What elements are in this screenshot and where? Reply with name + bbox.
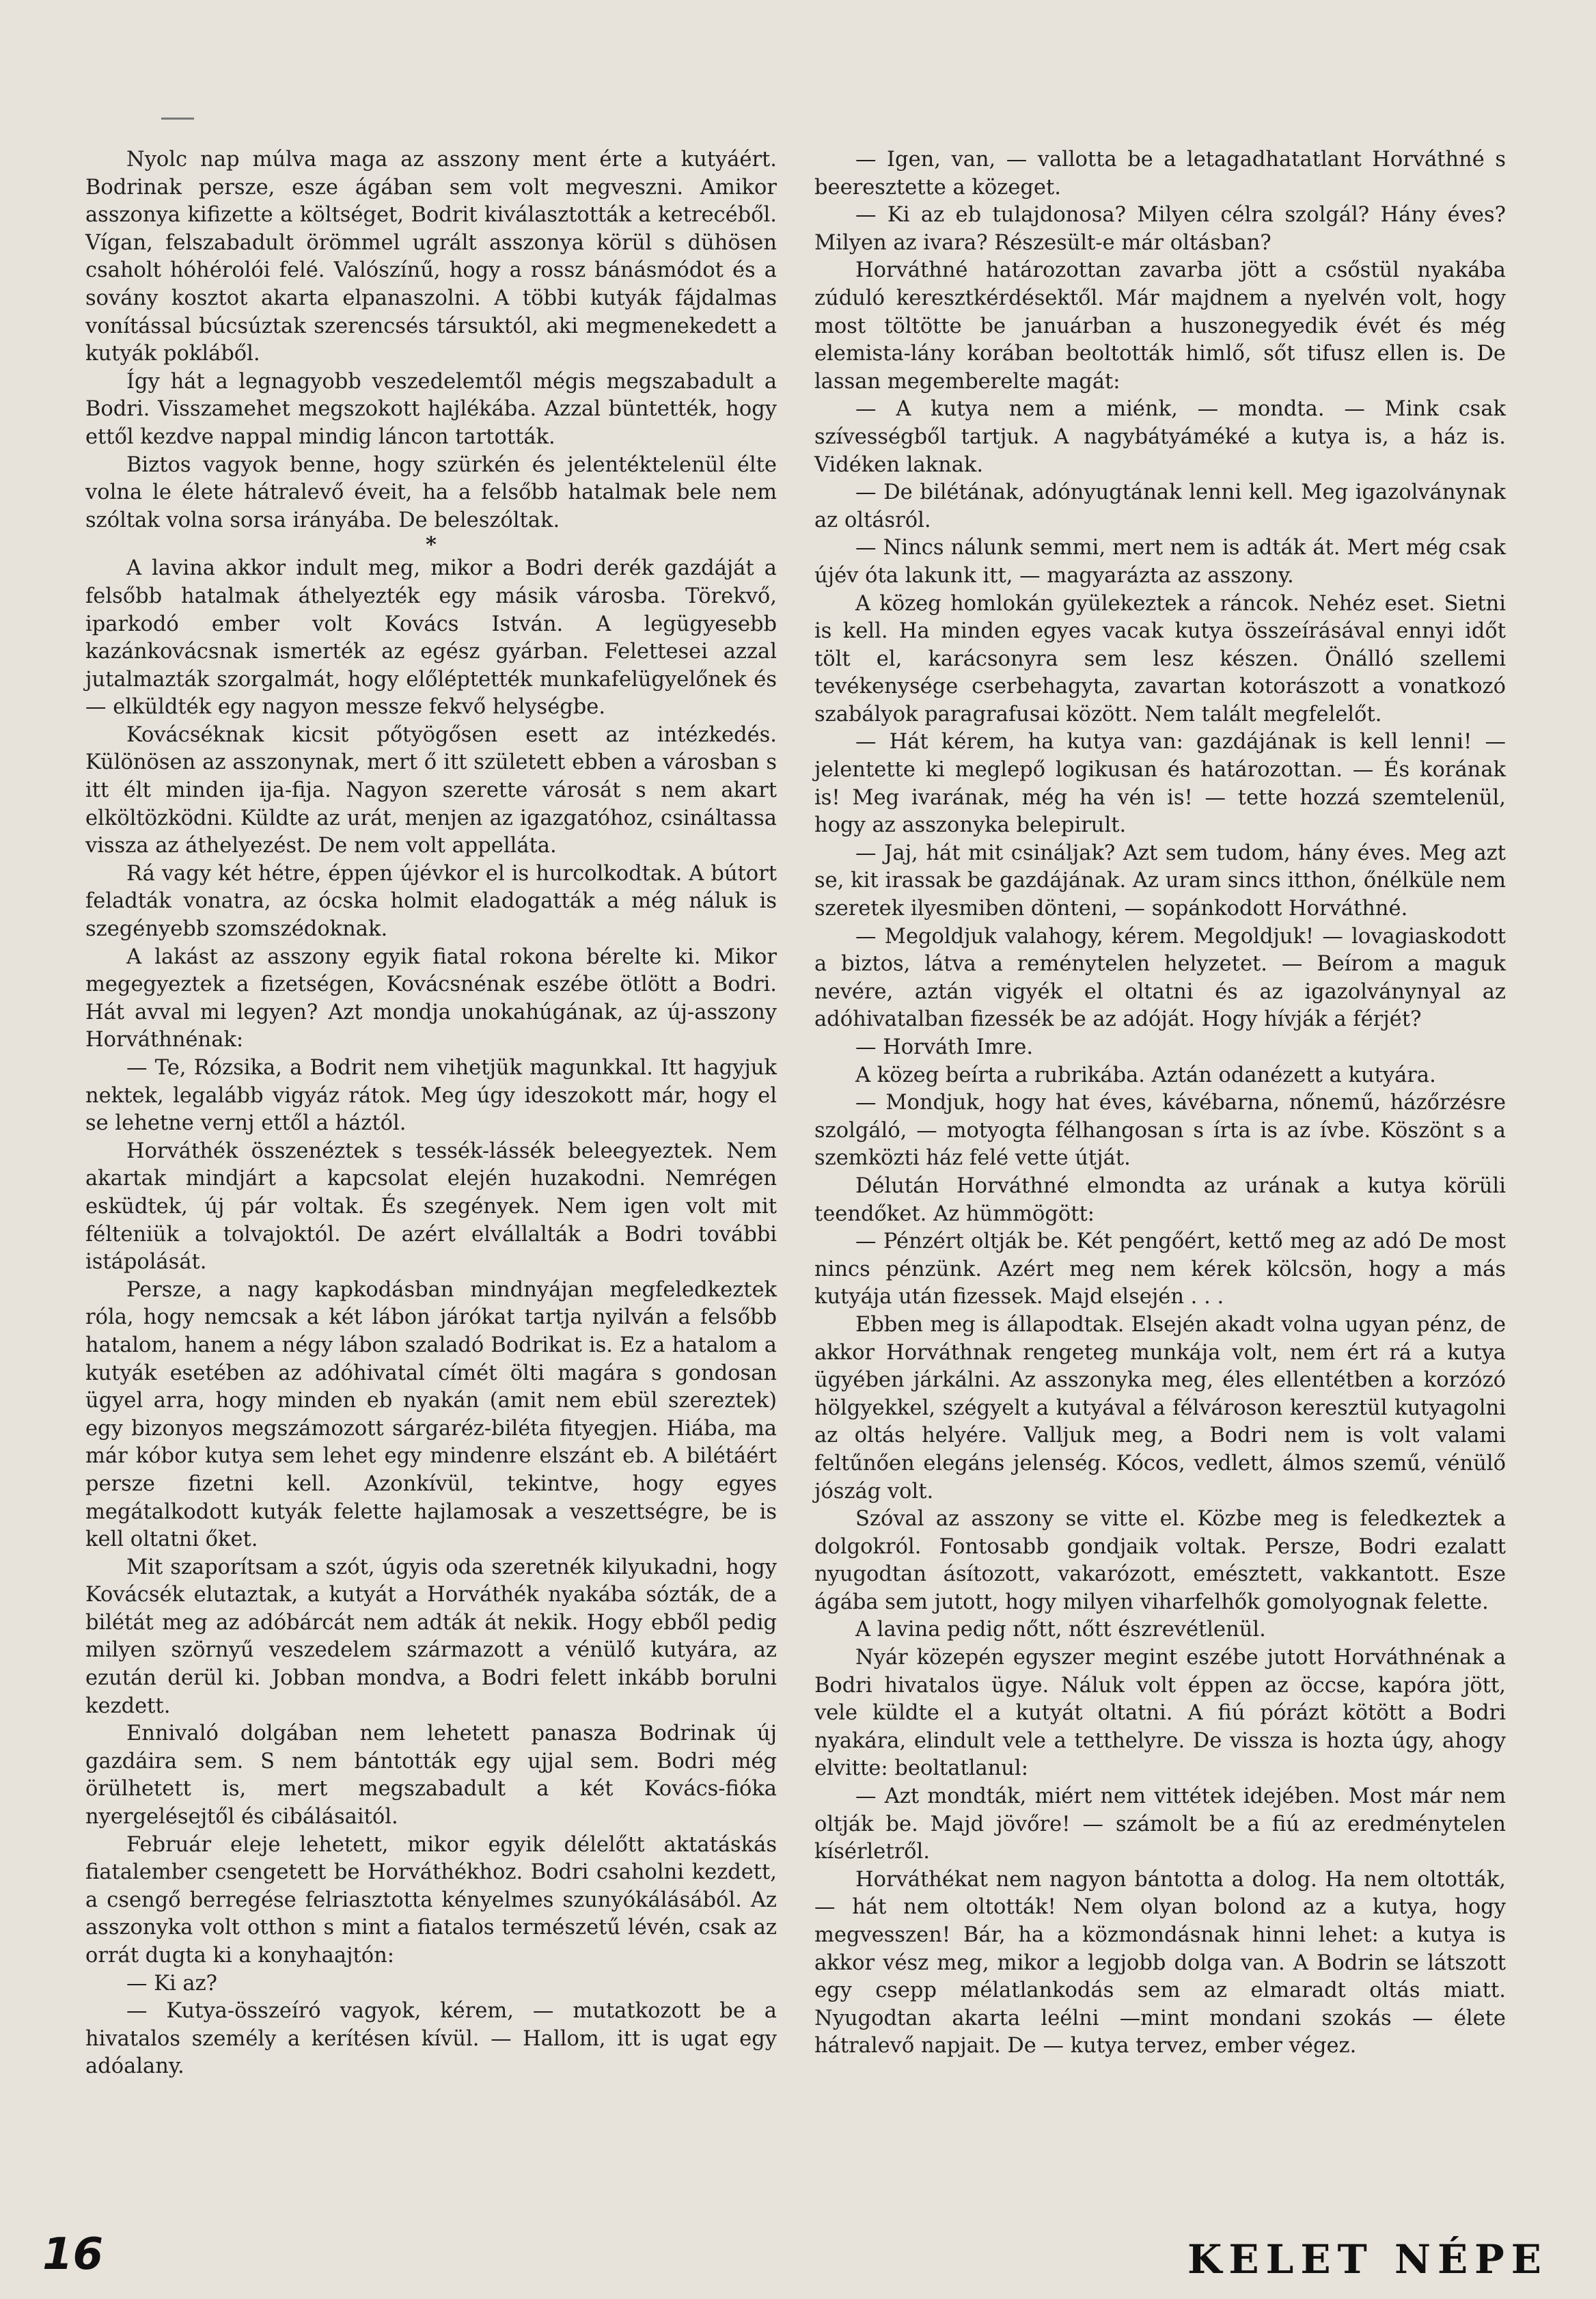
left-column-paragraph: Rá vagy két hétre, éppen újévkor el is hurcolkodtak. A bútort feladták vonatra, az ócska holmit eladogatták a még náluk is szegényebb szomszédoknak. xyxy=(85,861,777,942)
right-column-paragraph: Ebben meg is állapodtak. Elsején akadt volna ugyan pénz, de akkor Horváthnak rengeteg munkája volt, nem ért rá a kutya ügyében járkálni. Az asszonyka meg, éles ellentétben a korzózó hölgyekkel, szégyelt a kutyával a félvároson keresztül kutyagolni az oltás helyére. Valljuk meg, a Bodri nem is volt valami feltűnően elegáns jelenség. Kócos, vedlett, álmos szemű, vénülő jószág volt. xyxy=(814,1312,1506,1504)
right-column-paragraph: — Pénzért oltják be. Két pengőért, kettő meg az adó De most nincs pénzünk. Azért meg nem kérek kölcsön, hogy a más kutyája után fizessek. Majd elsején . . . xyxy=(814,1229,1506,1309)
right-column-paragraph: — Megoldjuk valahogy, kérem. Megoldjuk! — lovagiaskodott a biztos, látva a reménytelen helyzetet. — Beírom a maguk nevére, aztán vigyék el oltatni és az igazolványnyal az adóhivatalban fizessék be az adóját. Hogy hívják a férjét? xyxy=(814,924,1506,1032)
magazine-title: KELET NÉPE xyxy=(1187,2236,1548,2283)
right-column-paragraph: A közeg homlokán gyülekeztek a ráncok. Nehéz eset. Sietni is kell. Ha minden egyes vacak kutya összeírásával ennyi időt tölt el, karácsonyra sem lesz készen. Önálló szellemi tevékenysége cserbehagyta, zavartan kotorászott a vonatkozó szabályok paragrafusai között. Nem talált megfelelőt. xyxy=(814,591,1506,726)
right-column-paragraph: Horváthné határozottan zavarba jött a csőstül nyakába zúduló keresztkérdésektől. Már majdnem a nyelvén volt, hogy most töltötte be januárban a huszonegyedik évét és még elemista-lány korában beoltották himlő, sőt tifusz ellen is. De lassan megemberelte magát: xyxy=(814,258,1506,394)
right-column-paragraph: A lavina pedig nőtt, nőtt észrevétlenül. xyxy=(855,1618,1266,1642)
right-column-paragraph: — Mondjuk, hogy hat éves, kávébarna, nőnemű, házőrzésre szolgáló, — motyogta félhangosan s írta is az ívbe. Köszönt s a szemközti ház felé vette útját. xyxy=(814,1091,1506,1171)
right-column-paragraph: — Jaj, hát mit csináljak? Azt sem tudom, hány éves. Meg azt se, kit irassak be gazdájának. Az uram sincs itthon, őnélküle nem szeretek ilyesmiben dönteni, — sopánkodott Horváthné. xyxy=(814,841,1506,921)
left-column-paragraph: Ennivaló dolgában nem lehetett panasza Bodrinak új gazdáira sem. S nem bántották egy ujjal sem. Bodri még örülhetett is, mert megszabadult a két Kovács-fióka nyergelésejtől és cibálásaitól. xyxy=(85,1722,777,1829)
right-column-paragraph: — Hát kérem, ha kutya van: gazdájának is kell lenni! — jelentette ki meglepő logikusan és határozottan. — És korának is! Meg ivarának, még ha vén is! — tette hozzá szemtelenül, hogy az asszonyka belepirult. xyxy=(814,730,1506,838)
right-column-paragraph: — De bilétának, adónyugtának lenni kell. Meg igazolványnak az oltásról. xyxy=(814,480,1506,532)
right-column-paragraph: Horváthékat nem nagyon bántotta a dolog. Ha nem oltották, — hát nem oltották! Nem olyan bolond az a kutya, hogy megvesszen! Bár, ha a közmondásnak hinni lehet: a kutya is akkor vész meg, mikor a legjobb dolga van. A Bodrin se látszott egy csepp mélatlankodás sem az elmaradt oltás miatt. Nyugodtan akarta leélni —mint mondani szokás — élete hátralevő napjait. De — kutya tervez, ember végez. xyxy=(814,1867,1506,2058)
left-column-paragraph: * xyxy=(426,532,437,558)
left-column-paragraph: Kovácséknak kicsit pőtyögősen esett az intézkedés. Különösen az asszonynak, mert ő itt született ebben a városban s itt élt minden ija-fija. Nagyon szerette városát s nem akart elköltözködni. Küldte az urát, menjen az igazgatóhoz, csináltassa vissza az áthelyezést. De nem volt appelláta. xyxy=(85,722,777,858)
right-column-paragraph: — Horváth Imre. xyxy=(855,1035,1034,1059)
right-text-column xyxy=(814,146,1506,2060)
right-column-paragraph: — Igen, van, — vallotta be a letagadhatatlant Horváthné s beeresztette a közeget. xyxy=(814,148,1506,200)
right-column-paragraph: — Azt mondták, miért nem vittétek idejében. Most már nem oltják be. Majd jövőre! — számolt be a fiú az eredménytelen kísérletről. xyxy=(814,1784,1506,1864)
right-column-paragraph: A közeg beírta a rubrikába. Aztán odanézett a kutyára. xyxy=(855,1063,1436,1087)
page-number: 16 xyxy=(42,2229,104,2280)
left-column-paragraph: A lavina akkor indult meg, mikor a Bodri derék gazdáját a felsőbb hatalmak áthelyezték egy másik városba. Törekvő, iparkodó ember volt Kovács István. A legügyesebb kazánkovácsnak ismerték az egész gyárban. Felettesei azzal jutalmazták szorgalmát, hogy előléptették munkafelügyelőnek és — elküldték egy nagyon messze fekvő helységbe. xyxy=(85,556,777,720)
left-column-paragraph: Mit szaporítsam a szót, úgyis oda szeretnék kilyukadni, hogy Kovácsék elutaztak, a kutyát a Horváthék nyakába sózták, de a bilétát meg az adóbárcát nem adták át nekik. Hogy ebből pedig milyen szörnyű veszedelem származott a vénülő kutyára, az ezután derül ki. Jobban mondva, a Bodri felett inkább borulni kezdett. xyxy=(85,1555,777,1718)
left-column-paragraph: — Te, Rózsika, a Bodrit nem vihetjük magunkkal. Itt hagyjuk nektek, legalább vigyáz rátok. Meg úgy ideszokott már, hogy el se lehetne vernj ettől a háztól. xyxy=(85,1056,777,1136)
right-column-paragraph: Délután Horváthné elmondta az urának a kutya körüli teendőket. Az hümmögött: xyxy=(814,1173,1506,1226)
left-column-paragraph: — Ki az? xyxy=(126,1971,218,1996)
scan-mark xyxy=(161,118,194,120)
right-column-paragraph: Szóval az asszony se vitte el. Közbe meg is feledkeztek a dolgokról. Fontosabb gondjaik voltak. Persze, Bodri ezalatt nyugodtan ásítozott, vakarózott, emésztett, vakkantott. Esze ágába sem jutott, hogy milyen viharfelhők gomolyognak felette. xyxy=(814,1507,1506,1614)
right-column-paragraph: — Nincs nálunk semmi, mert nem is adták át. Mert még csak újév óta lakunk itt, — magyarázta az asszony. xyxy=(814,536,1506,588)
right-column-paragraph: Nyár közepén egyszer megint eszébe jutott Horváthnénak a Bodri hivatalos ügye. Náluk volt éppen az öccse, kapóra jött, vele küldte el a kutyát oltatni. A fiú pórázt kötött a Bodri nyakára, elindult vele a tetthelyre. De vissza is hozta úgy, ahogy elvitte: beoltatlanul: xyxy=(814,1646,1506,1781)
right-column-paragraph: — A kutya nem a miénk, — mondta. — Mink csak szívességből tartjuk. A nagybátyáméké a kutya is, a ház is. Vidéken laknak. xyxy=(814,397,1506,477)
left-column-paragraph: Biztos vagyok benne, hogy szürkén és jelentéktelenül élte volna le élete hátralevő éveit, ha a felsőbb hatalmak bele nem szóltak volna sorsa irányába. De beleszóltak. xyxy=(85,452,777,532)
right-column-paragraph: — Ki az eb tulajdonosa? Milyen célra szolgál? Hány éves? Milyen az ivara? Részesült-e már oltásban? xyxy=(814,203,1506,255)
left-column-paragraph: — Kutya-összeíró vagyok, kérem, — mutatkozott be a hivatalos személy a kerítésen kívül. — Hallom, itt is ugat egy adóalany. xyxy=(85,1999,777,2079)
left-column-paragraph: Horváthék összenéztek s tessék-lássék beleegyeztek. Nem akartak mindjárt a kapcsolat elején huzakodni. Nemrégen esküdtek, új pár voltak. És szegények. Nem igen volt mit félteniük a tolvajoktól. De azért elvállalták a Bodri további istápolását. xyxy=(85,1139,777,1275)
left-text-column xyxy=(85,146,777,2081)
left-column-paragraph: A lakást az asszony egyik fiatal rokona bérelte ki. Mikor megegyeztek a fizetségen, Kovácsnénak eszébe ötlött a Bodri. Hát avval mi legyen? Azt mondja unokahúgának, az új-asszony Horváthnénak: xyxy=(85,944,777,1052)
left-column-paragraph: Így hát a legnagyobb veszedelemtől mégis megszabadult a Bodri. Visszamehet megszokott hajlékába. Azzal büntették, hogy ettől kezdve nappal mindig láncon tartották. xyxy=(85,369,777,449)
left-column-paragraph: Nyolc nap múlva maga az asszony ment érte a kutyáért. Bodrinak persze, esze ágában sem volt megveszni. Amikor asszonya kifizette a költséget, Bodrit kiválasztották a ketrecéből. Vígan, felszabadult örömmel ugrált asszonya körül s dühösen csaholt hóhérolói felé. Valószínű, hogy a rossz bánásmódot és a sovány kosztot akarta elpanaszolni. A többi kutyák fájdalmas vonítással búcsúztak szerencsés társuktól, aki megmenekedett a kutyák pokláből. xyxy=(85,148,777,366)
left-column-paragraph: Persze, a nagy kapkodásban mindnyájan megfeledkeztek róla, hogy nemcsak a két lábon járókat tartja nyilván a felsőbb hatalom, hanem a négy lábon szaladó Bodrikat is. Ez a hatalom a kutyák esetében az adóhivatal címét ölti magára s gondosan ügyel arra, hogy minden eb nyakán (amit nem ebül szereztek) egy bizonyos megszámozott sárgaréz-biléta fityegjen. Hiába, ma már kóbor kutya sem lehet egy mindenre elszánt eb. A bilétáért persze fizetni kell. Azonkívül, tekintve, hogy egyes megátalkodott kutyák felette hajlamosak a veszettségre, be is kell oltatni őket. xyxy=(85,1277,777,1552)
left-column-paragraph: Február eleje lehetett, mikor egyik délelőtt aktatáskás fiatalember csengetett be Horváthékhoz. Bodri csaholni kezdett, a csengő berregése felriasztotta kényelmes szunyókálásából. Az asszonyka volt otthon s mint a fiatalos természetű lévén, csak az orrát dugta ki a konyhaajtón: xyxy=(85,1832,777,1968)
